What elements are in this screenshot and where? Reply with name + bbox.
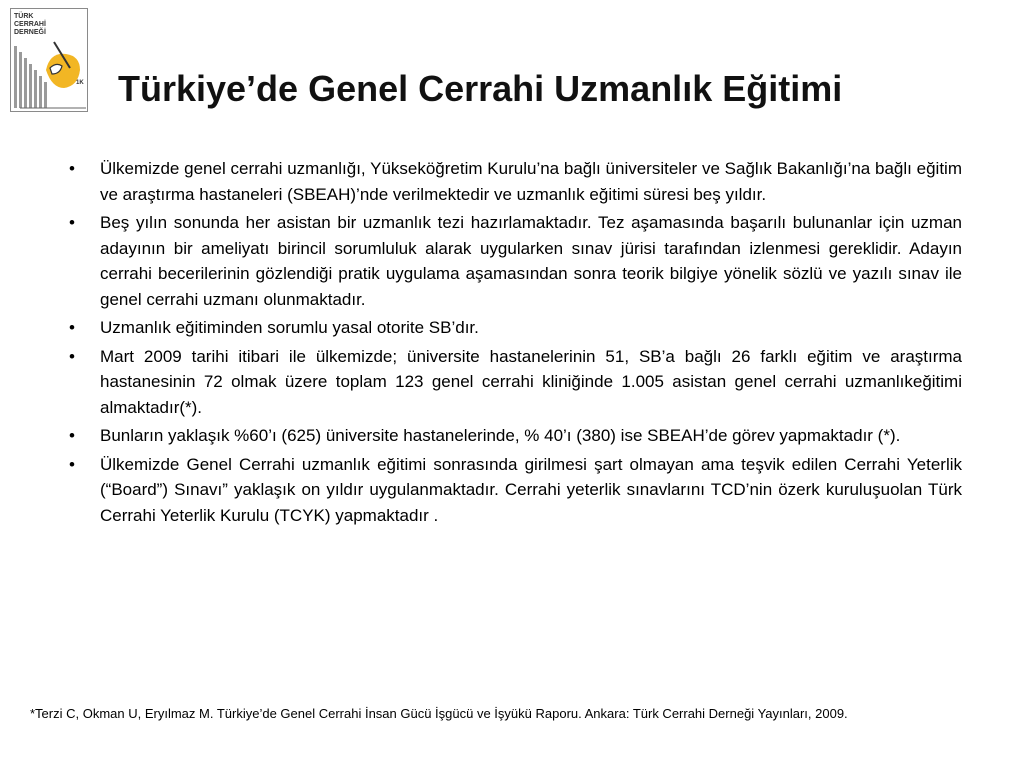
logo-text-line-2: CERRAHİ [14,21,46,28]
turk-cerrahi-dernegi-logo [10,8,88,112]
bullet-icon: • [69,213,75,232]
logo-text-line-1: TÜRK [14,13,34,20]
bullet-list [62,156,962,531]
list-item [62,452,962,529]
logo-text-line-3: DERNEĞİ [14,29,46,36]
logo-badge: 1K [76,80,84,86]
bullet-text: Ülkemizde Genel Cerrahi uzmanlık eğitimi sonrasında girilmesi şart olmayan ama teşvik edilen Cerrahi Yeterlik (“Board”) Sınavı” yaklaşık on yıldır uygulanmaktadır. Cerrahi yeterlik sınavlarını TCD’nin özerk kuruluşuolan Türk Cerrahi Yeterlik Kurulu (TCYK) yapmaktadır . [100,454,962,525]
bullet-icon: • [69,159,75,178]
bullet-icon: • [69,426,75,445]
list-item [62,156,962,207]
bullet-text: Uzmanlık eğitiminden sorumlu yasal otorite SB’dır. [100,318,479,337]
bullet-icon: • [69,454,75,474]
list-item [62,423,962,449]
bullet-icon: • [69,346,75,366]
list-item [62,210,962,312]
footnote: *Terzi C, Okman U, Eryılmaz M. Türkiye’de Genel Cerrahi İnsan Gücü İşgücü ve İşyükü Raporu. Ankara: Türk Cerrahi Derneği Yayınları, 2009. [30,706,848,721]
list-item [62,315,962,341]
bullet-text: Mart 2009 tarihi itibari ile ülkemizde; üniversite hastanelerinin 51, SB’a bağlı 26 farklı eğitim ve araştırma hastanesinin 72 olmak üzere toplam 123 genel cerrahi kliniğinde 1.005 asistan genel cerrahi uzmanlıkeğitimi almaktadır(*). [100,346,962,417]
list-item [62,344,962,421]
page-title: Türkiye’de Genel Cerrahi Uzmanlık Eğitimi [118,68,843,109]
bullet-text: Beş yılın sonunda her asistan bir uzmanlık tezi hazırlamaktadır. Tez aşamasında başarılı bulunanlar için uzman adayının bir ameliyatı birincil sorumluluk alarak uygularken sınav jürisi tarafından izlenmesi gereklidir. Adayın cerrahi becerilerinin gözlendiği pratik uygulama aşamasından sonra teorik bilgiye yönelik sözlü ve yazılı sınav ile genel cerrahi uzmanı olunmaktadır. [100,213,962,309]
logo-emblem-icon [10,8,88,112]
bullet-text: Ülkemizde genel cerrahi uzmanlığı, Yükseköğretim Kurulu’na bağlı üniversiteler ve Sağlık Bakanlığı’na bağlı eğitim ve araştırma hastaneleri (SBEAH)’nde verilmektedir ve uzmanlık eğitimi süresi beş yıldır. [100,159,962,204]
bullet-icon: • [69,318,75,337]
bullet-text: Bunların yaklaşık %60’ı (625) üniversite hastanelerinde, % 40’ı (380) ise SBEAH’de görev yapmaktadır (*). [100,426,901,445]
